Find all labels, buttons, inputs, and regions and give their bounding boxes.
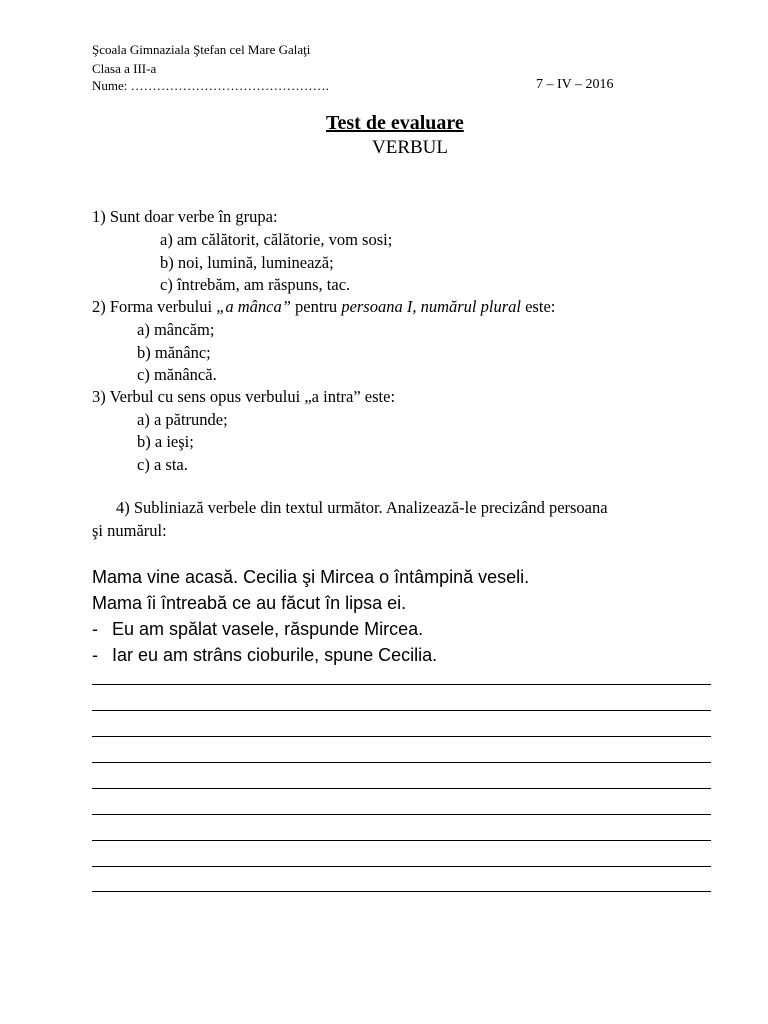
answer-line[interactable] (92, 684, 711, 685)
page-subtitle: VERBUL (372, 137, 448, 158)
dialogue-dash: - (92, 619, 98, 639)
question-1: 1) Sunt doar verbe în grupa: (92, 207, 278, 226)
answer-line[interactable] (92, 710, 711, 711)
dialogue-line-1 (92, 619, 423, 640)
question-2-verb: „a mânca” (216, 297, 291, 316)
question-2-prefix: 2) Forma verbului (92, 297, 217, 316)
class-label: Clasa a III-a (92, 61, 157, 76)
answer-line[interactable] (92, 866, 711, 867)
test-date: 7 – IV – 2016 (536, 77, 614, 92)
school-name: Şcoala Gimnaziala Ştefan cel Mare Galaţi (92, 42, 311, 57)
question-3-option-c: c) a sta. (137, 455, 188, 474)
question-3-option-a: a) a pătrunde; (137, 410, 228, 429)
story-line-2: Mama îi întreabă ce au făcut în lipsa ei. (92, 593, 407, 613)
page-title: Test de evaluare (326, 112, 464, 134)
question-4-line-2: şi numărul: (92, 521, 167, 540)
answer-line[interactable] (92, 840, 711, 841)
question-1-option-c: c) întrebăm, am răspuns, tac. (160, 275, 351, 294)
name-field: Nume: ………………………………………. (92, 78, 329, 93)
dialogue-dash: - (92, 645, 98, 665)
question-2-option-a: a) mâncăm; (137, 320, 215, 339)
question-3: 3) Verbul cu sens opus verbului „a intra” este: (92, 387, 396, 406)
dialogue-text: Iar eu am strâns cioburile, spune Cecilia. (112, 645, 438, 665)
question-2 (92, 297, 555, 317)
question-4-line-1: 4) Subliniază verbele din textul următor. Analizează-le precizând persoana (116, 498, 608, 517)
question-2-person: persoana I, numărul plural (341, 297, 521, 316)
answer-line[interactable] (92, 788, 711, 789)
question-2-middle: pentru (290, 297, 342, 316)
answer-line[interactable] (92, 891, 711, 892)
question-3-option-b: b) a ieşi; (137, 432, 194, 451)
answer-line[interactable] (92, 814, 711, 815)
question-2-suffix: este: (520, 297, 556, 316)
question-1-option-a: a) am călătorit, călătorie, vom sosi; (160, 230, 393, 249)
answer-line[interactable] (92, 762, 711, 763)
question-1-option-b: b) noi, lumină, luminează; (160, 253, 334, 272)
dialogue-line-2 (92, 645, 437, 666)
story-line-1: Mama vine acasă. Cecilia şi Mircea o întâmpină veseli. (92, 567, 530, 587)
question-2-option-b: b) mănânc; (137, 343, 211, 362)
question-2-option-c: c) mănâncă. (137, 365, 217, 384)
answer-line[interactable] (92, 736, 711, 737)
dialogue-text: Eu am spălat vasele, răspunde Mircea. (112, 619, 424, 639)
